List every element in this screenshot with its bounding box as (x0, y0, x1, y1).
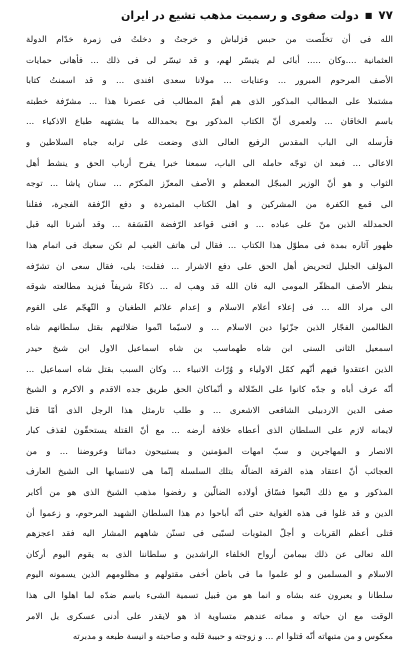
text-line: أنّه عرف أباه و جدّه كانوا على الضّلالة و أنّماكان الحق طريق جده الاقدم و الاكرم و الشيخ (26, 385, 393, 396)
text-line: الظالمين الفجّار الذين جزّئوا دين الاسلام ... و لاسيّما اتّموا ضلالتهم بقتل سلطانهم شاه (26, 323, 393, 334)
running-title: دولت صفوى و رسميت مذهب تشيع در ايران (121, 8, 359, 22)
text-line: المؤلف الجليل لتحريض أهل الحق على دفع الاشرار ... فقلت: بلى، فقال سعى ان تشرّفه (26, 261, 393, 272)
page-number: ٧٧ (378, 8, 393, 22)
text-line: المذكور و مع ذلك اتّبعوا فسّاق أولاده الضالّين و رفضوا مذهب الشيخ الذى هو من أكابر (26, 488, 393, 499)
page-header (38, 6, 393, 24)
text-line: قتلى أعظم القربات و أجلّ المثوبات لسبّبى فى تسنّن شاههم المشار اليه فقد اعجزهم (26, 529, 393, 540)
text-line: الاسلام و المسلمين و لو علموا ما فى باطن أخفى مقتولهم و مظلومهم الذين يسمونه اليوم (26, 570, 393, 581)
text-line: الثواب و هو أنّ الوزير المبجّل المعظم و الأصف المعزّز المكرّم ... سنان پاشا ... توجه (26, 179, 393, 190)
text-line: الذين اعتقدوا فيهم أنّهم كمّل الاولياء و وُرّاث الانبياء ... وكان السبب بقتل شاه اسماعيل ... (26, 364, 393, 375)
text-line: بنظر الأصف المظفّر المومى اليه فان الله قد وهب له ... ذكاءً شريفاً فيزيد مطالعته شوقه (26, 282, 393, 293)
text-line: الاعالى ... فبعد ان توجّه حامله الى الباب، سمعنا خبرا يفرح أرباب الحق و ينشط أهل (26, 158, 393, 169)
body-text (26, 30, 393, 648)
text-line: الدين و قد غلوا فى هذه الغواية حتى أنّه أباحوا دم هذا السلطان الشهيد المرحوم، و زعموا أن (26, 508, 393, 519)
text-line: باسم الخاقان ... ولعمرى أنّ الكتاب المذكور بوح بحمدالله ما يشتهيه طباع الاذكياء ... (26, 117, 393, 128)
text-line: العثمانية ....وكان ..... أبائى لم يتيسّر لهم، و قد تيسّر لى فى ذلك ... فأهانى حمايات (26, 55, 393, 66)
text-line: ظهور آثاره بمدة فى مطوّل هذا الكتاب ... فقال لى هاتف الغيب لم تكن سعيك فى اتمام هذا (26, 240, 393, 251)
text-line: سلطانا و يعبرون عنه بشاه و انما هو من قبيل تسمية الشىء باسم ضدّه لما اهلوا الى هذا (26, 591, 393, 602)
text-line: الوقت مع ان حياته و مماته عندهم متساوية اذ هو لايقدر على أدنى عسكرى بل الامر (26, 611, 393, 622)
text-line: العجائب أنّ اعتقاد هذه الفرقة الضالّة بتلك السلسلة إنّما هى لانتسابها الى الشيخ العارف (26, 467, 393, 478)
text-line: معكوس و من متبهاته أنّه قتلوا ام ... و زوجته و حبيبة قلبه و صاحبته و انيسة طبعه و مدبرته (72, 632, 393, 643)
text-line: الله تعالى عن ذلك بيمامن أرواح الخلفاء الراشدين و سلطاننا الذى به يقوم اليوم أركان (26, 549, 393, 560)
text-line: الى قمع الكفرة من المشركين و اهل الكتاب المتمردة و دفع الزّفقة الفجرة، فقلنا (26, 199, 393, 210)
text-line: الحمدلله الذين منّ على عباده ... و افنى قواعد الرّفضة الفَسَقة ... وقد أشرنا اليه قبل (26, 220, 393, 231)
text-line: الله فى أن تخلّصت من حبس قزلباش و خرجتُ و دخلتُ فى زمرة خدّام الدولة (26, 35, 393, 45)
text-line: مشتملا على المطالب المذكور الذى هم أهمّ المطالب فى عصرنا هذا ... مشرّفة خطبته (26, 96, 393, 107)
square-separator-icon: ■ (364, 10, 373, 20)
text-line: الأصف المرحوم المبرور ... وعنايات ... مولانا سعدى افندى ... و قد اسمنتُ كتابا (26, 76, 393, 87)
text-line: لايمانه لازم على السلطان الذى أعطاه خلافة أرضه ... مع أنّ القتلة يستحقّون لقذف كبار (26, 426, 393, 437)
text-line: صفى الدين الاردبيلى الشافعى الاشعرى ... و طلب تارمثل هذا الرجل الذى أمّا قتل (26, 405, 393, 416)
text-line: فأرسله الى الباب المقدس الرفيع العالى الذى وضعت على ترابه جباه السلاطين و (26, 137, 393, 148)
text-line: الانصار و المهاجرين و سبّ امهات المؤمنين و يستبيحون دمائنا وعروضنا ... و من (26, 446, 393, 457)
text-line: الى مراد الله ... فى إعلاء أعلام الاسلام و إعدام علائم الطغيان و التّهجّم على القوم (26, 302, 393, 313)
text-line: اسمعيل الثانى السنى ابن شاه طهماسب بن شاه اسماعيل الاول ابن شيخ حيدر (26, 343, 393, 354)
